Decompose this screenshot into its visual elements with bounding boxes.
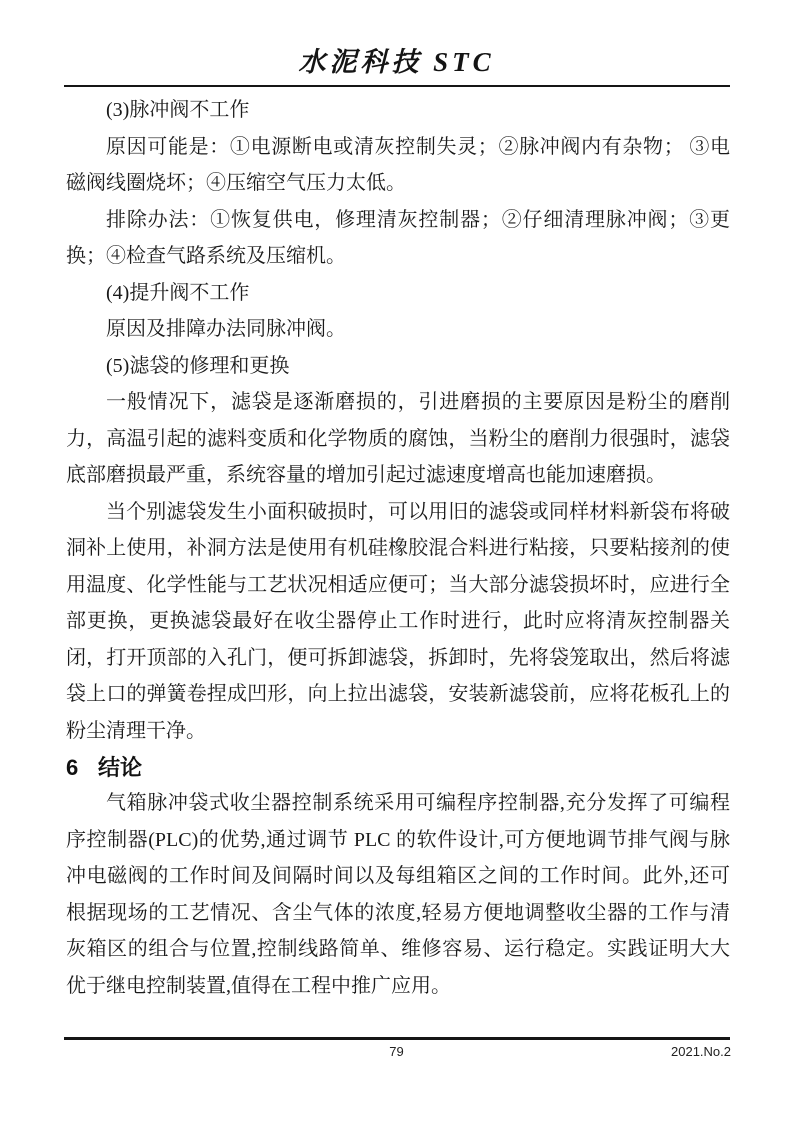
paragraph: 一般情况下，滤袋是逐渐磨损的，引进磨损的主要原因是粉尘的磨削力，高温引起的滤料变质和化学物质的腐蚀，当粉尘的磨削力很强时，滤袋底部磨损最严重，系统容量的增加引起过滤速度增高也能加速磨损。 — [66, 391, 730, 486]
paragraph: 原因可能是：①电源断电或清灰控制失灵；②脉冲阀内有杂物； ③电磁阀线圈烧坏；④压缩空气压力太低。 — [66, 135, 730, 194]
page-number: 79 — [389, 1044, 404, 1059]
paragraph: 原因及排障办法同脉冲阀。 — [106, 318, 346, 340]
journal-title: 水泥科技 STC — [298, 47, 495, 77]
paragraph: 气箱脉冲袋式收尘器控制系统采用可编程序控制器,充分发挥了可编程序控制器(PLC)的优势,通过调节 PLC 的软件设计,可方便地调节排气阀与脉冲电磁阀的工作时间及间隔时间以及每组箱区之间的工作时间。此外,还可根据现场的工艺情况、含尘气体的浓度,轻易方便地调整收尘器的工作与清灰箱区的组合与位置,控制线路简单、维修容易、运行稳定。实践证明大大优于继电控制装置,值得在工程中推广应用。 — [66, 792, 730, 997]
issue-number: 2021.No.2 — [671, 1044, 731, 1059]
paragraph: 排除办法：①恢复供电，修理清灰控制器；②仔细清理脉冲阀；③更换；④检查气路系统及压缩机。 — [66, 208, 730, 267]
paragraph: (3)脉冲阀不工作 — [106, 99, 250, 121]
paragraph: (4)提升阀不工作 — [106, 281, 250, 304]
header-rule — [64, 85, 730, 87]
article-body — [66, 92, 730, 1004]
section-title: 结论 — [98, 755, 143, 780]
section-heading — [66, 751, 730, 785]
paragraph: 当个别滤袋发生小面积破损时，可以用旧的滤袋或同样材料新袋布将破洞补上使用，补洞方法是使用有机硅橡胶混合料进行粘接，只要粘接剂的使用温度、化学性能与工艺状况相适应便可；当大部分滤袋损坏时，应进行全部更换，更换滤袋最好在收尘器停止工作时进行，此时应将清灰控制器关闭，打开顶部的入孔门，便可拆卸滤袋，拆卸时，先将袋笼取出，然后将滤袋上口的弹簧卷捏成凹形，向上拉出滤袋，安装新滤袋前，应将花板孔上的粉尘清理干净。 — [66, 500, 730, 742]
paragraph: (5)滤袋的修理和更换 — [106, 354, 290, 377]
footer-rule — [64, 1037, 730, 1040]
section-number: 6 — [66, 755, 79, 780]
